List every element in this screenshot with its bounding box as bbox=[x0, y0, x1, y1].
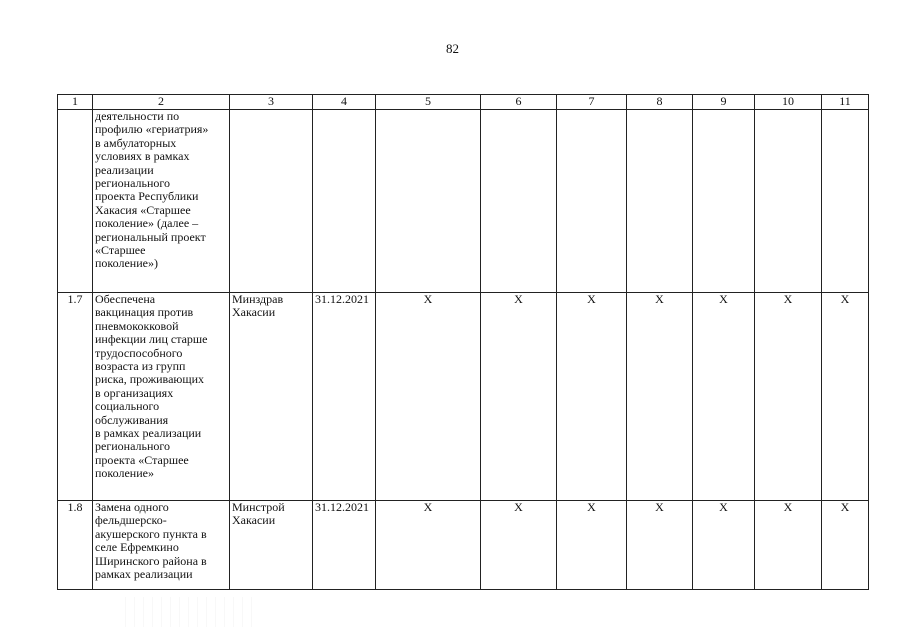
text-line: пневмококковой bbox=[95, 318, 179, 333]
col-header-4: 4 bbox=[313, 95, 376, 110]
text-line: Замена одного bbox=[95, 500, 169, 514]
cell-mark: X bbox=[693, 501, 755, 590]
text-line: социального bbox=[95, 399, 160, 414]
cell-mark: X bbox=[557, 293, 627, 501]
col-header-3: 3 bbox=[230, 95, 313, 110]
cell-empty bbox=[58, 110, 93, 293]
col-header-10: 10 bbox=[755, 95, 822, 110]
text-line: региональный проект bbox=[95, 229, 206, 244]
text-line: селе Ефремкино bbox=[95, 540, 179, 555]
text-line: акушерского пункта в bbox=[95, 526, 207, 541]
table-row-1-7 bbox=[58, 293, 869, 501]
text-line: возраста из групп bbox=[95, 359, 186, 374]
cell-mark: X bbox=[822, 293, 869, 501]
cell-description bbox=[93, 110, 230, 293]
cell-empty bbox=[376, 110, 481, 293]
text-line: вакцинация против bbox=[95, 305, 194, 320]
row-number: 1.7 bbox=[58, 293, 93, 501]
cell-mark: X bbox=[376, 293, 481, 501]
col-header-2: 2 bbox=[93, 95, 230, 110]
text-line: трудоспособного bbox=[95, 345, 183, 360]
cell-mark: X bbox=[481, 501, 557, 590]
cell-mark: X bbox=[755, 501, 822, 590]
plan-table bbox=[57, 94, 869, 590]
text-line: в рамках реализации bbox=[95, 426, 202, 441]
table-row-1-8 bbox=[58, 501, 869, 590]
text-line: профилю «гериатрия» bbox=[95, 122, 209, 137]
cell-empty bbox=[755, 110, 822, 293]
text-line: рамках реализации bbox=[95, 567, 193, 582]
text-line: поколение» (далее – bbox=[95, 216, 199, 231]
text-line: в амбулаторных bbox=[95, 135, 177, 150]
col-header-1: 1 bbox=[58, 95, 93, 110]
text-line: Хакасии bbox=[232, 513, 276, 528]
cell-empty bbox=[481, 110, 557, 293]
cell-empty bbox=[557, 110, 627, 293]
text-line: реализации bbox=[95, 162, 154, 177]
cell-empty bbox=[627, 110, 693, 293]
cell-empty bbox=[822, 110, 869, 293]
text-line: Обеспечена bbox=[95, 292, 156, 306]
cell-mark: X bbox=[693, 293, 755, 501]
text-line: Ширинского района в bbox=[95, 553, 207, 568]
text-line: регионального bbox=[95, 439, 171, 454]
cell-description bbox=[93, 293, 230, 501]
col-header-9: 9 bbox=[693, 95, 755, 110]
scan-artifact bbox=[125, 597, 255, 627]
cell-executor bbox=[230, 293, 313, 501]
text-line: поколение») bbox=[95, 256, 158, 271]
text-line: риска, проживающих bbox=[95, 372, 205, 387]
text-line: регионального bbox=[95, 176, 171, 191]
table-row-continuation bbox=[58, 110, 869, 293]
text-line: обслуживания bbox=[95, 412, 169, 427]
col-header-5: 5 bbox=[376, 95, 481, 110]
text-line: Минздрав bbox=[232, 292, 284, 306]
cell-mark: X bbox=[376, 501, 481, 590]
text-line: Минстрой bbox=[232, 500, 285, 514]
cell-empty bbox=[230, 110, 313, 293]
cell-mark: X bbox=[557, 501, 627, 590]
text-line: инфекции лиц старше bbox=[95, 332, 208, 347]
page-number: 82 bbox=[446, 41, 459, 56]
cell-empty bbox=[693, 110, 755, 293]
cell-mark: X bbox=[755, 293, 822, 501]
text-line: фельдшерско- bbox=[95, 513, 167, 528]
cell-mark: X bbox=[822, 501, 869, 590]
cell-description bbox=[93, 501, 230, 590]
text-line: проекта Республики bbox=[95, 189, 199, 204]
cell-mark: X bbox=[627, 501, 693, 590]
text-line: Хакасия «Старшее bbox=[95, 202, 191, 217]
text-line: в организациях bbox=[95, 385, 174, 400]
col-header-11: 11 bbox=[822, 95, 869, 110]
text-line: «Старшее bbox=[95, 243, 146, 258]
cell-mark: X bbox=[627, 293, 693, 501]
text-line: Хакасии bbox=[232, 305, 276, 320]
header-row bbox=[58, 95, 869, 110]
cell-date: 31.12.2021 bbox=[313, 293, 376, 501]
col-header-8: 8 bbox=[627, 95, 693, 110]
cell-mark: X bbox=[481, 293, 557, 501]
row-number: 1.8 bbox=[58, 501, 93, 590]
text-line: условиях в рамках bbox=[95, 149, 190, 164]
text-line: поколение» bbox=[95, 466, 154, 481]
col-header-7: 7 bbox=[557, 95, 627, 110]
text-line: проекта «Старшее bbox=[95, 452, 189, 467]
col-header-6: 6 bbox=[481, 95, 557, 110]
cell-executor bbox=[230, 501, 313, 590]
cell-empty bbox=[313, 110, 376, 293]
cell-date: 31.12.2021 bbox=[313, 501, 376, 590]
text-line: деятельности по bbox=[95, 109, 180, 123]
